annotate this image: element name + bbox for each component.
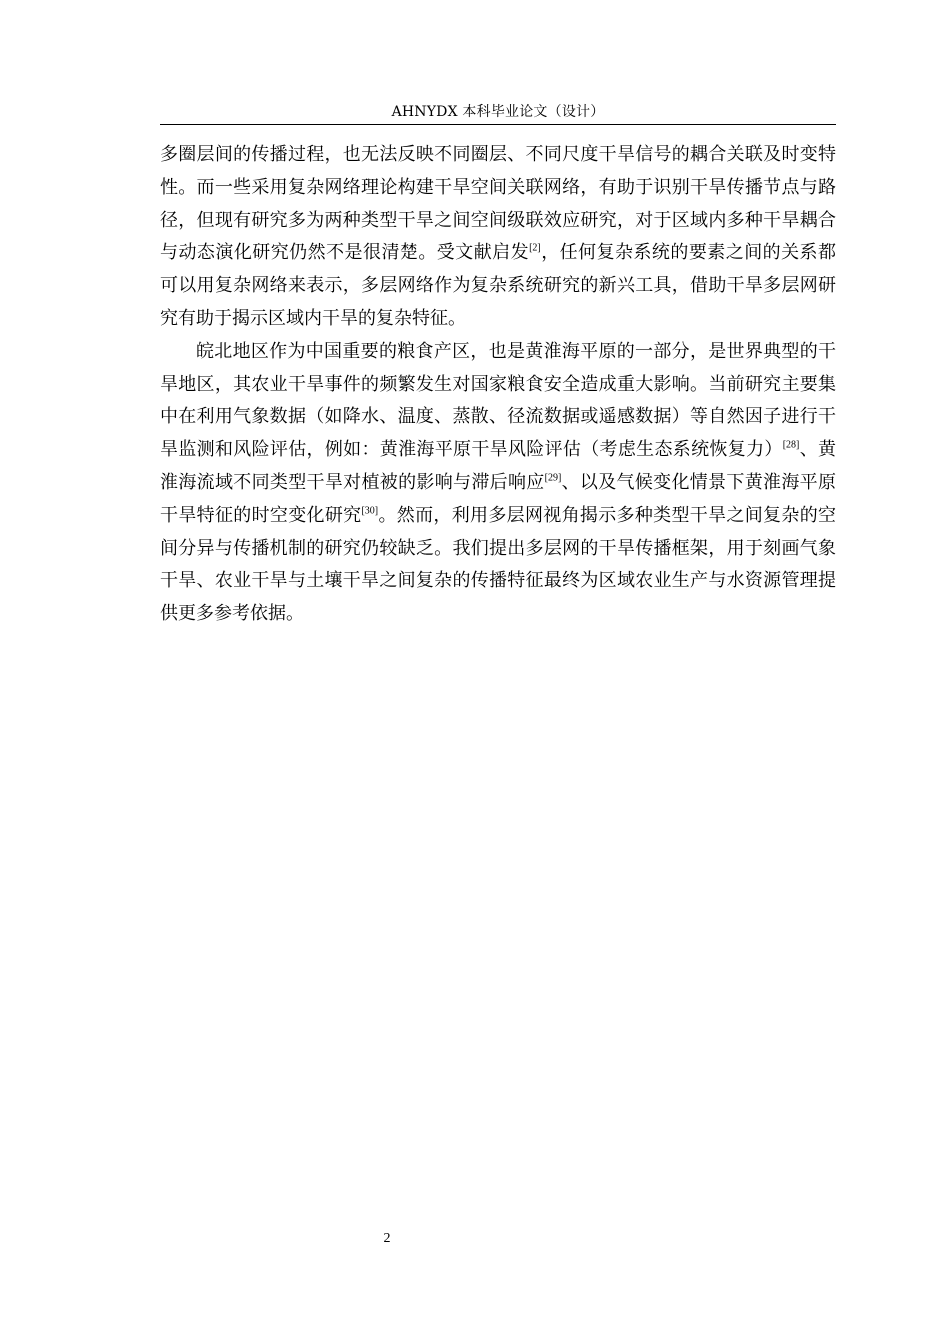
- page-number: 2: [383, 1231, 391, 1246]
- running-header: AHNYDX 本科毕业论文（设计）: [391, 104, 605, 120]
- body-text: [160, 139, 836, 631]
- paragraph-continuation: [160, 139, 836, 336]
- text-segment: 、以及气候变化情景下黄淮海平原干旱特征的时空变化研究: [160, 471, 836, 526]
- citation-ref[interactable]: [29]: [544, 472, 562, 484]
- citation-ref[interactable]: [2]: [529, 242, 541, 254]
- text-segment: 、黄淮海流域不同类型干旱对植被的影响与滞后响应: [160, 439, 837, 493]
- citation-ref[interactable]: [30]: [361, 505, 379, 517]
- text-segment: 多圈层间的传播过程，也无法反映不同圈层、不同尺度干旱信号的耦合关联及时变特性。而一些采用复杂网络理论构建干旱空间关联网络，有助于识别干旱传播节点与路径，但现有研究多为两种类型干旱之间空间级联效应研究，对于区域内多种干旱耦合与动态演化研究仍然不是很清楚。受文献启发: [160, 144, 836, 264]
- text-segment: ，任何复杂系统的要素之间的关系都可以用复杂网络来表示，多层网络作为复杂系统研究的新兴工具，借助干旱多层网研究有助于揭示区域内干旱的复杂特征。: [160, 242, 837, 329]
- text-segment: 皖北地区作为中国重要的粮食产区，也是黄淮海平原的一部分，是世界典型的干旱地区，其农业干旱事件的频繁发生对国家粮食安全造成重大影响。当前研究主要集中在利用气象数据（如降水、温度、蒸散、径流数据或遥感数据）等自然因子进行干旱监测和风险评估，例如：黄淮海平原干旱风险评估（考虑生态系统恢复力）: [160, 340, 836, 461]
- citation-ref[interactable]: [28]: [782, 439, 800, 451]
- paragraph-study-area: [160, 336, 836, 631]
- header-rule: [160, 124, 836, 125]
- text-segment: 。然而，利用多层网视角揭示多种类型干旱之间复杂的空间分异与传播机制的研究仍较缺乏。我们提出多层网的干旱传播框架，用于刻画气象干旱、农业干旱与土壤干旱之间复杂的传播特征最终为区域农业生产与水资源管理提供更多参考依据。: [160, 504, 837, 625]
